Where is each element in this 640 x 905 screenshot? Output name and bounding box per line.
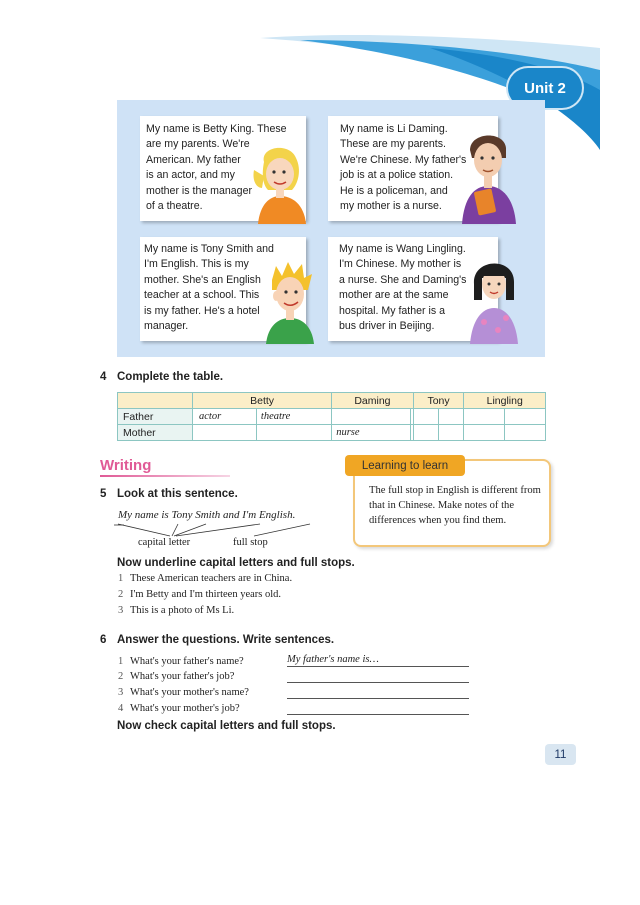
lingling-illustration <box>466 250 522 344</box>
row-label-father: Father <box>118 409 193 425</box>
parents-table <box>117 392 546 441</box>
table-header-lingling: Lingling <box>464 393 546 409</box>
answer-field[interactable] <box>287 686 469 699</box>
table-cell[interactable] <box>439 409 464 425</box>
table-cell[interactable] <box>464 409 505 425</box>
question-text: What's your mother's job? <box>130 703 240 714</box>
exercise-5-sub-instruction: Now underline capital letters and full stops. <box>117 557 355 569</box>
exercise-5-item: These American teachers are in China. <box>130 573 293 584</box>
table-cell[interactable] <box>332 409 411 425</box>
exercise-6-number: 6 <box>100 634 107 646</box>
betty-illustration <box>250 140 312 224</box>
question-text: What's your mother's name? <box>130 687 249 698</box>
table-cell[interactable] <box>256 425 331 441</box>
writing-underline <box>100 475 230 477</box>
exercise-6-instruction: Answer the questions. Write sentences. <box>117 634 335 646</box>
exercise-6-footer: Now check capital letters and full stops. <box>117 720 336 732</box>
exercise-4-number: 4 <box>100 371 107 383</box>
table-cell[interactable] <box>505 425 546 441</box>
example-sentence: My name is Tony Smith and I'm English. <box>118 509 296 521</box>
writing-heading: Writing <box>100 457 152 474</box>
story-text-daming: My name is Li Daming. These are my parents. We're Chinese. My father's job is at a police station. He is a policeman, and my mother is a nurse. <box>340 123 467 213</box>
table-cell[interactable] <box>505 409 546 425</box>
story-text-betty: My name is Betty King. These are my parents. We're American. My father is an actor, and my mother is the manager of a theatre. <box>146 123 287 213</box>
table-row <box>118 425 546 441</box>
exercise-5-instruction: Look at this sentence. <box>117 488 238 500</box>
label-capital-letter: capital letter <box>138 537 191 548</box>
answer-field[interactable] <box>287 670 469 683</box>
row-label-mother: Mother <box>118 425 193 441</box>
answer-field[interactable] <box>287 702 469 715</box>
table-header-tony: Tony <box>413 393 464 409</box>
learning-tab: Learning to learn <box>345 455 465 476</box>
question-num: 3 <box>118 687 124 698</box>
learning-text: The full stop in English is different from that in Chinese. Make notes of the differences when you find them. <box>369 485 541 527</box>
story-text-lingling: My name is Wang Lingling. I'm Chinese. My mother is a nurse. She and Daming's mother are at the same hospital. My father is a bus driver in Beijing. <box>339 243 467 333</box>
table-cell[interactable] <box>413 425 438 441</box>
table-header-betty: Betty <box>193 393 332 409</box>
question-text: What's your father's name? <box>130 656 244 667</box>
table-cell[interactable] <box>439 425 464 441</box>
story-text-tony: My name is Tony Smith and I'm English. This is my mother. She's an English teacher at a school. This is my father. He's a hotel manager. <box>144 243 274 333</box>
table-header-row <box>118 393 546 409</box>
table-corner-cell <box>118 393 193 409</box>
daming-illustration <box>458 128 520 224</box>
table-cell[interactable] <box>193 425 257 441</box>
question-num: 1 <box>118 656 124 667</box>
question-num: 4 <box>118 703 124 714</box>
table-cell[interactable]: theatre <box>256 409 331 425</box>
exercise-5-item-num: 1 <box>118 573 124 584</box>
exercise-5-item-num: 2 <box>118 589 124 600</box>
table-header-daming: Daming <box>332 393 413 409</box>
exercise-4-instruction: Complete the table. <box>117 371 224 383</box>
exercise-5-number: 5 <box>100 488 107 500</box>
question-num: 2 <box>118 671 124 682</box>
table-row <box>118 409 546 425</box>
label-full-stop: full stop <box>233 537 268 548</box>
table-cell[interactable]: actor <box>193 409 257 425</box>
table-cell[interactable] <box>413 409 438 425</box>
page-number: 11 <box>545 744 576 765</box>
tony-illustration <box>262 260 318 344</box>
table-cell[interactable]: nurse <box>332 425 411 441</box>
exercise-5-item: I'm Betty and I'm thirteen years old. <box>130 589 282 600</box>
exercise-5-item-num: 3 <box>118 605 124 616</box>
answer-field[interactable]: My father's name is… <box>287 654 469 667</box>
question-text: What's your father's job? <box>130 671 235 682</box>
exercise-5-item: This is a photo of Ms Li. <box>130 605 235 616</box>
unit-badge: Unit 2 <box>508 68 582 108</box>
table-cell[interactable] <box>464 425 505 441</box>
